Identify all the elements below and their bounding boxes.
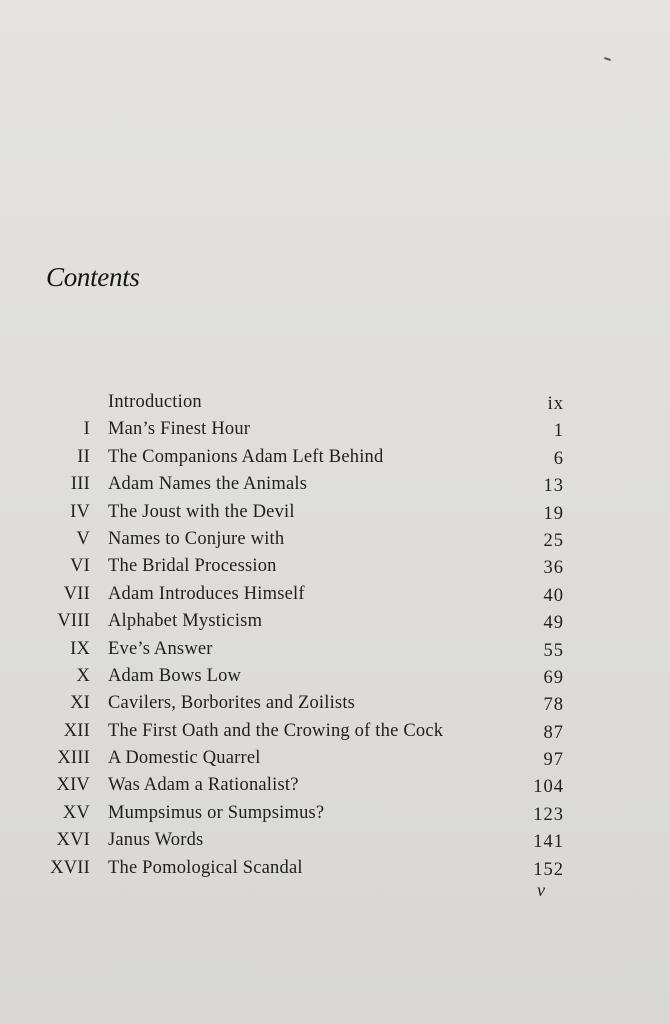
page-number: 25 — [543, 530, 564, 551]
toc-entry — [0, 772, 670, 799]
chapter-title: The Bridal Procession — [108, 556, 277, 577]
chapter-title: The Companions Adam Left Behind — [108, 446, 384, 467]
chapter-number: XIII — [57, 748, 90, 769]
chapter-title: Was Adam a Rationalist? — [108, 775, 299, 796]
folio-number: v — [537, 880, 545, 900]
chapter-title: Adam Bows Low — [108, 665, 242, 686]
page-number: 1 — [553, 421, 564, 442]
chapter-title: Alphabet Mysticism — [108, 611, 263, 632]
toc-entry — [0, 526, 670, 553]
chapter-number: XV — [62, 802, 90, 823]
chapter-title: The Pomological Scandal — [108, 857, 303, 878]
page-number: 152 — [533, 859, 564, 880]
chapter-number: V — [76, 528, 90, 549]
toc-entry — [0, 855, 670, 882]
chapter-title: The Joust with the Devil — [108, 501, 295, 522]
toc-entry — [0, 444, 670, 471]
toc-entry — [0, 553, 670, 580]
page-number: 141 — [533, 832, 564, 853]
table-of-contents — [0, 389, 670, 882]
dust-speck — [604, 57, 611, 61]
chapter-number: VII — [63, 583, 90, 604]
page-number: 13 — [543, 476, 564, 497]
chapter-title: Adam Names the Animals — [108, 474, 308, 495]
chapter-title: Adam Introduces Himself — [108, 583, 305, 604]
toc-entry — [0, 581, 670, 608]
contents-heading: Contents — [46, 262, 140, 292]
toc-entry — [0, 690, 670, 717]
toc-entry — [0, 636, 670, 663]
toc-entry — [0, 416, 670, 443]
page-number: 40 — [543, 585, 564, 606]
chapter-number: X — [76, 665, 90, 686]
toc-entry — [0, 608, 670, 635]
page-number: 49 — [543, 613, 564, 634]
toc-entry — [0, 499, 670, 526]
toc-entry — [0, 800, 670, 827]
toc-entry — [0, 389, 670, 416]
chapter-number: II — [77, 446, 90, 467]
toc-entry — [0, 663, 670, 690]
page-number: 19 — [543, 503, 564, 524]
chapter-number: VI — [70, 556, 90, 577]
chapter-number: III — [70, 474, 90, 495]
chapter-title: Cavilers, Borborites and Zoilists — [108, 693, 356, 714]
page-number: 87 — [543, 722, 564, 743]
chapter-number: XVII — [50, 857, 90, 878]
chapter-title: The First Oath and the Crowing of the Cock — [108, 720, 444, 741]
chapter-title: Eve’s Answer — [108, 638, 213, 659]
page-number: 6 — [553, 448, 564, 469]
page-number: 123 — [533, 804, 564, 825]
chapter-title: Mumpsimus or Sumpsimus? — [108, 802, 325, 823]
page-number: 104 — [533, 777, 564, 798]
page-number: 55 — [543, 640, 564, 661]
chapter-number: XVI — [56, 830, 90, 851]
toc-entry — [0, 471, 670, 498]
page-number: ix — [547, 394, 564, 414]
page-number: 36 — [543, 558, 564, 579]
toc-entry — [0, 718, 670, 745]
chapter-number: XIV — [56, 775, 90, 796]
chapter-number: XI — [70, 693, 90, 714]
chapter-number: I — [83, 419, 90, 440]
chapter-number: VIII — [57, 611, 90, 632]
chapter-title: Man’s Finest Hour — [108, 419, 251, 440]
toc-entry — [0, 745, 670, 772]
chapter-title: Janus Words — [108, 830, 204, 851]
chapter-title: A Domestic Quarrel — [108, 748, 261, 769]
page-number: 97 — [543, 750, 564, 771]
chapter-number: IX — [70, 638, 90, 659]
chapter-title: Names to Conjure with — [108, 528, 285, 549]
toc-entry — [0, 827, 670, 854]
chapter-title: Introduction — [108, 392, 202, 412]
page-number: 69 — [543, 667, 564, 688]
chapter-number: XII — [63, 720, 90, 741]
chapter-number: IV — [70, 501, 90, 522]
page-number: 78 — [543, 695, 564, 716]
